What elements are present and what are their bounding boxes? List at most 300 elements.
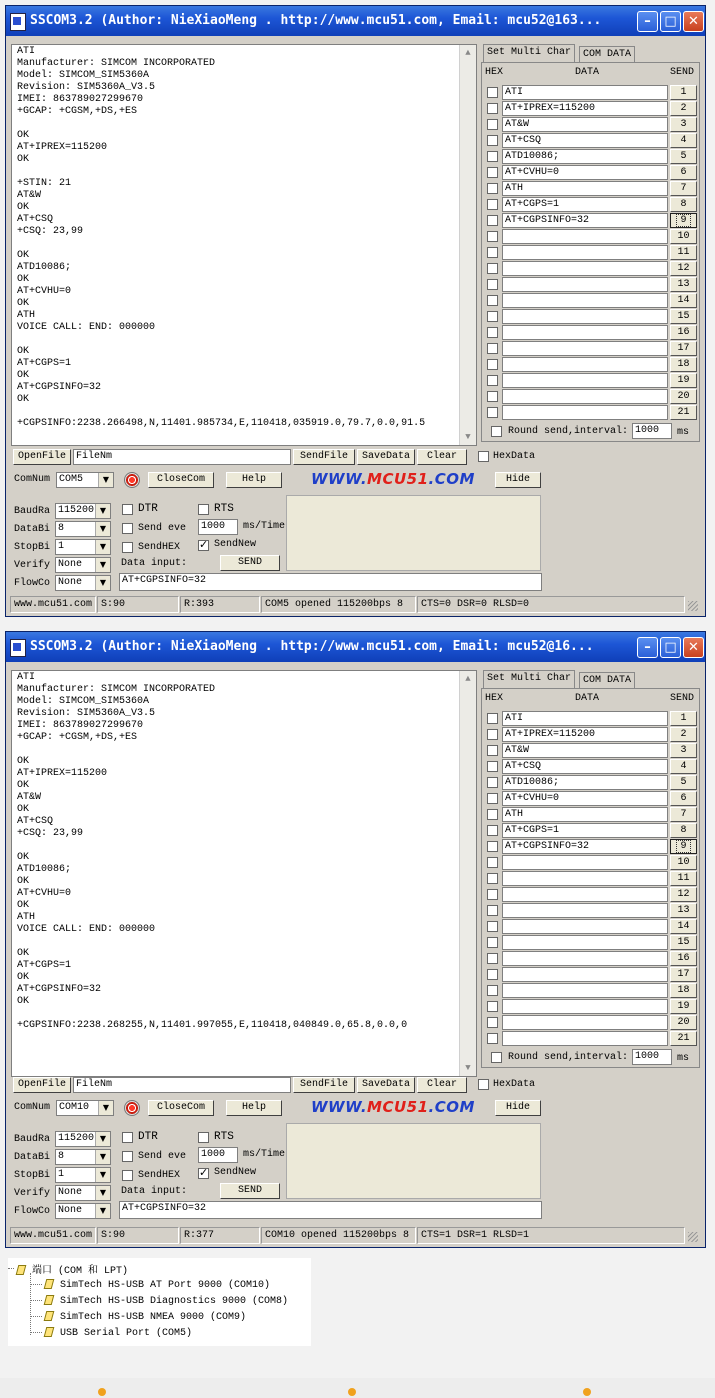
send-number-label: 6 [680, 793, 687, 804]
resize-grip-icon[interactable] [688, 1232, 698, 1242]
status-lines: CTS=1 DSR=1 RLSD=1 [417, 1227, 685, 1244]
send-number-button[interactable] [670, 951, 697, 966]
tree-root-label: 端口 (COM 和 LPT) [32, 1266, 129, 1277]
command-field[interactable] [502, 1015, 668, 1030]
rts-label: RTS [214, 503, 234, 515]
send-number-button[interactable] [670, 791, 697, 806]
multi-row [482, 999, 699, 1015]
hex-checkbox[interactable] [487, 1033, 498, 1044]
status-lines: CTS=0 DSR=0 RLSD=0 [417, 596, 685, 613]
verify-select[interactable] [55, 557, 111, 573]
usb-port-icon [44, 1293, 54, 1305]
help-button[interactable]: Help [226, 472, 282, 488]
chevron-down-icon[interactable]: ▼ [98, 1101, 113, 1115]
hex-checkbox[interactable] [487, 343, 498, 354]
send-interval-field[interactable]: 1000 [198, 519, 238, 535]
hex-checkbox[interactable] [487, 231, 498, 242]
hex-checkbox[interactable] [487, 985, 498, 996]
chevron-down-icon[interactable]: ▼ [95, 504, 110, 518]
send-number-button[interactable] [670, 341, 697, 356]
chevron-down-icon[interactable]: ▼ [95, 576, 110, 590]
chevron-down-icon[interactable]: ▼ [95, 1168, 110, 1182]
command-field[interactable] [502, 293, 668, 308]
send-number-button[interactable] [670, 935, 697, 950]
multi-row [482, 293, 699, 309]
resize-grip-icon[interactable] [688, 601, 698, 611]
close-com-button[interactable]: CloseCom [148, 472, 214, 488]
command-field[interactable] [502, 261, 668, 276]
hex-checkbox[interactable] [487, 87, 498, 98]
send-every-checkbox[interactable] [122, 523, 133, 534]
hex-checkbox[interactable] [487, 295, 498, 306]
port-status-led-icon[interactable] [124, 472, 140, 488]
status-bar [10, 1227, 700, 1244]
hex-checkbox[interactable] [487, 247, 498, 258]
send-new-label: SendNew [214, 1167, 257, 1178]
hex-checkbox[interactable] [487, 375, 498, 386]
save-data-button[interactable]: SaveData [357, 1077, 415, 1093]
send-number-button[interactable] [670, 261, 697, 276]
rts-checkbox[interactable] [198, 504, 209, 515]
send-number-label: 3 [680, 745, 687, 756]
hex-checkbox[interactable] [487, 215, 498, 226]
close-com-button[interactable]: CloseCom [148, 1100, 214, 1116]
command-field[interactable]: AT+CGPSINFO=32 [502, 213, 668, 228]
tree-connector [30, 1284, 42, 1285]
send-number-button[interactable] [670, 1015, 697, 1030]
multi-row [482, 711, 699, 727]
command-field[interactable] [502, 277, 668, 292]
carousel-dot-icon[interactable] [98, 1388, 106, 1396]
send-number-label: 8 [680, 199, 687, 210]
tree-device-item[interactable] [44, 1277, 270, 1291]
send-number-button[interactable] [670, 181, 697, 196]
stopbits-label: StopBi [14, 1170, 51, 1181]
tree-device-item[interactable] [44, 1293, 288, 1307]
send-number-label: 16 [677, 953, 690, 964]
command-field[interactable] [502, 983, 668, 998]
ms-time-label: ms/Time [243, 521, 286, 532]
hide-button[interactable]: Hide [495, 472, 541, 488]
receive-output[interactable] [11, 44, 477, 446]
send-number-button[interactable] [670, 197, 697, 212]
hex-checkbox[interactable] [487, 327, 498, 338]
flow-select[interactable] [55, 1203, 111, 1219]
command-field[interactable]: AT+CVHU=0 [502, 791, 668, 806]
command-field[interactable]: AT+CGPS=1 [502, 197, 668, 212]
tab-set-multi-char[interactable]: Set Multi Char [483, 44, 575, 62]
multi-row [482, 1031, 699, 1047]
hex-checkbox[interactable] [487, 761, 498, 772]
chevron-down-icon[interactable]: ▼ [98, 473, 113, 487]
data-input-field[interactable]: AT+CGPSINFO=32 [119, 573, 542, 591]
send-number-button[interactable] [670, 293, 697, 308]
send-every-label: Send eve [138, 1151, 187, 1162]
send-number-button[interactable] [670, 389, 697, 404]
flow-value: None [58, 1205, 83, 1216]
hex-checkbox[interactable] [487, 119, 498, 130]
round-send-label: Round send,interval: [508, 1052, 629, 1063]
dtr-checkbox[interactable] [122, 504, 133, 515]
send-number-button[interactable] [670, 1031, 697, 1046]
status-received-count: R:377 [180, 1227, 260, 1244]
open-file-button[interactable]: OpenFile [13, 449, 71, 465]
send-number-label: 3 [680, 119, 687, 130]
hex-checkbox[interactable] [487, 873, 498, 884]
help-button[interactable]: Help [226, 1100, 282, 1116]
send-hex-checkbox[interactable] [122, 542, 133, 553]
rts-checkbox[interactable] [198, 1132, 209, 1143]
send-every-checkbox[interactable] [122, 1151, 133, 1162]
title-bar[interactable] [6, 632, 705, 662]
send-file-button[interactable]: SendFile [293, 449, 355, 465]
send-number-button[interactable] [670, 373, 697, 388]
tree-device-item[interactable] [44, 1309, 246, 1323]
send-number-button[interactable] [670, 999, 697, 1014]
minimize-button[interactable]: – [637, 637, 658, 658]
command-field[interactable]: AT+CSQ [502, 759, 668, 774]
send-number-button[interactable] [670, 967, 697, 982]
hex-checkbox[interactable] [487, 135, 498, 146]
logo-part-www: WWW. [311, 1098, 368, 1116]
hex-checkbox[interactable] [487, 199, 498, 210]
multi-row [482, 775, 699, 791]
hex-checkbox[interactable] [487, 953, 498, 964]
scroll-up-icon[interactable]: ▲ [465, 674, 471, 684]
send-number-label: 11 [677, 247, 690, 258]
chevron-down-icon[interactable]: ▼ [95, 1150, 110, 1164]
logo-part-com: .COM [428, 1098, 475, 1116]
databits-select[interactable] [55, 521, 111, 537]
send-hex-checkbox[interactable] [122, 1170, 133, 1181]
send-file-button[interactable]: SendFile [293, 1077, 355, 1093]
multi-row [482, 213, 699, 229]
device-manager-tree [8, 1258, 311, 1346]
send-number-button[interactable] [670, 325, 697, 340]
command-field[interactable]: ATH [502, 181, 668, 196]
command-field[interactable]: ATI [502, 85, 668, 100]
send-number-button[interactable] [670, 213, 697, 228]
hex-checkbox[interactable] [487, 713, 498, 724]
hex-checkbox[interactable] [487, 889, 498, 900]
file-name-field[interactable]: FileNm [73, 1077, 291, 1093]
hex-checkbox[interactable] [487, 1017, 498, 1028]
send-number-button[interactable] [670, 165, 697, 180]
close-button[interactable]: ✕ [683, 637, 704, 658]
round-interval-field[interactable]: 1000 [632, 1049, 672, 1065]
multi-row [482, 181, 699, 197]
com-num-select[interactable] [56, 1100, 114, 1116]
multi-row [482, 261, 699, 277]
command-field[interactable]: AT+IPREX=115200 [502, 727, 668, 742]
send-extra-area [286, 1123, 541, 1199]
data-column-header: DATA [575, 67, 600, 78]
multi-row [482, 405, 699, 421]
send-number-button[interactable] [670, 983, 697, 998]
save-data-button[interactable]: SaveData [357, 449, 415, 465]
hex-checkbox[interactable] [487, 857, 498, 868]
tab-com-data[interactable]: COM DATA [579, 46, 635, 64]
send-number-button[interactable] [670, 229, 697, 244]
mcu51-logo[interactable] [311, 470, 475, 488]
hex-checkbox[interactable] [487, 921, 498, 932]
tree-connector [30, 1316, 42, 1317]
command-field[interactable]: ATD10086; [502, 149, 668, 164]
send-number-label: 9 [677, 841, 689, 852]
hex-data-label: HexData [493, 1079, 536, 1090]
command-field[interactable] [502, 389, 668, 404]
window-title: SSCOM3.2 (Author: NieXiaoMeng . http://www.mcu51.com, Email: mcu52@163... [30, 13, 602, 28]
send-number-button[interactable] [670, 245, 697, 260]
send-number-button[interactable] [670, 277, 697, 292]
send-button[interactable]: SEND [220, 1183, 280, 1199]
send-number-button[interactable] [670, 919, 697, 934]
send-number-button[interactable] [670, 839, 697, 854]
hex-checkbox[interactable] [487, 937, 498, 948]
command-field[interactable]: AT+CGPS=1 [502, 823, 668, 838]
tab-set-multi-char[interactable]: Set Multi Char [483, 670, 575, 688]
scroll-up-icon[interactable]: ▲ [465, 48, 471, 58]
send-number-button[interactable] [670, 823, 697, 838]
tab-com-data[interactable]: COM DATA [579, 672, 635, 690]
chevron-down-icon[interactable]: ▼ [95, 1204, 110, 1218]
dtr-checkbox[interactable] [122, 1132, 133, 1143]
command-field[interactable] [502, 405, 668, 420]
send-number-button[interactable] [670, 807, 697, 822]
chevron-down-icon[interactable]: ▼ [95, 522, 110, 536]
close-button[interactable]: ✕ [683, 11, 704, 32]
databits-value: 8 [58, 523, 65, 534]
hex-checkbox[interactable] [487, 263, 498, 274]
command-field[interactable] [502, 855, 668, 870]
round-send-checkbox[interactable] [491, 1052, 502, 1063]
hex-data-checkbox[interactable] [478, 1079, 489, 1090]
status-port: COM5 opened 115200bps 8 [261, 596, 416, 613]
hex-checkbox[interactable] [487, 793, 498, 804]
hex-checkbox[interactable] [487, 279, 498, 290]
databits-value: 8 [58, 1151, 65, 1162]
multi-row [482, 919, 699, 935]
command-field[interactable] [502, 309, 668, 324]
multi-char-panel [481, 688, 700, 1068]
hex-checkbox[interactable] [487, 745, 498, 756]
send-number-button[interactable] [670, 309, 697, 324]
stopbits-select[interactable] [55, 539, 111, 555]
command-field[interactable] [502, 951, 668, 966]
status-sent-count: S:90 [97, 596, 179, 613]
command-field[interactable] [502, 373, 668, 388]
chevron-down-icon[interactable]: ▼ [95, 1132, 110, 1146]
send-button[interactable]: SEND [220, 555, 280, 571]
multi-row [482, 983, 699, 999]
command-field[interactable] [502, 325, 668, 340]
baud-label: BaudRa [14, 506, 51, 517]
app-icon [10, 639, 26, 657]
send-number-button[interactable] [670, 855, 697, 870]
command-field[interactable]: ATI [502, 711, 668, 726]
multi-row [482, 85, 699, 101]
logo-part-com: .COM [428, 470, 475, 488]
send-interval-field[interactable]: 1000 [198, 1147, 238, 1163]
command-field[interactable] [502, 1031, 668, 1046]
data-input-field[interactable]: AT+CGPSINFO=32 [119, 1201, 542, 1219]
stopbits-label: StopBi [14, 542, 51, 553]
send-number-label: 7 [680, 183, 687, 194]
multi-row [482, 823, 699, 839]
open-file-button[interactable]: OpenFile [13, 1077, 71, 1093]
hex-checkbox[interactable] [487, 729, 498, 740]
output-scrollbar[interactable] [459, 45, 476, 445]
tree-device-item[interactable] [44, 1325, 192, 1339]
command-field[interactable] [502, 903, 668, 918]
send-number-button[interactable] [670, 149, 697, 164]
file-name-field[interactable]: FileNm [73, 449, 291, 465]
command-field[interactable] [502, 341, 668, 356]
command-field[interactable]: AT+CGPSINFO=32 [502, 839, 668, 854]
hide-button[interactable]: Hide [495, 1100, 541, 1116]
mcu51-logo[interactable] [311, 1098, 475, 1116]
send-new-label: SendNew [214, 539, 257, 550]
send-number-button[interactable] [670, 133, 697, 148]
send-hex-label: SendHEX [138, 542, 181, 553]
title-bar[interactable] [6, 6, 705, 36]
round-send-row [482, 1049, 699, 1067]
hex-checkbox[interactable] [487, 905, 498, 916]
command-field[interactable] [502, 919, 668, 934]
command-field[interactable]: AT&W [502, 117, 668, 132]
hex-checkbox[interactable] [487, 151, 498, 162]
baud-select[interactable] [55, 1131, 111, 1147]
device-label: SimTech HS-USB NMEA 9000 (COM9) [60, 1312, 247, 1323]
maximize-button[interactable]: □ [660, 11, 681, 32]
command-field[interactable]: AT&W [502, 743, 668, 758]
hex-checkbox[interactable] [487, 969, 498, 980]
carousel-dot-icon[interactable] [348, 1388, 356, 1396]
hex-checkbox[interactable] [487, 407, 498, 418]
command-field[interactable]: AT+IPREX=115200 [502, 101, 668, 116]
baud-select[interactable] [55, 503, 111, 519]
hex-checkbox[interactable] [487, 103, 498, 114]
clear-button[interactable]: Clear [417, 1077, 467, 1093]
send-number-button[interactable] [670, 871, 697, 886]
send-new-checkbox[interactable] [198, 540, 209, 551]
tree-root[interactable] [16, 1261, 128, 1277]
send-number-label: 17 [677, 969, 690, 980]
rts-label: RTS [214, 1131, 234, 1143]
send-number-button[interactable] [670, 775, 697, 790]
com-num-select[interactable] [56, 472, 114, 488]
minimize-button[interactable]: – [637, 11, 658, 32]
send-number-button[interactable] [670, 743, 697, 758]
databits-label: DataBi [14, 524, 51, 535]
send-number-label: 14 [677, 921, 690, 932]
hex-checkbox[interactable] [487, 1001, 498, 1012]
command-field[interactable]: AT+CSQ [502, 133, 668, 148]
flow-select[interactable] [55, 575, 111, 591]
command-field[interactable] [502, 245, 668, 260]
send-number-label: 21 [677, 1033, 690, 1044]
command-field[interactable] [502, 967, 668, 982]
send-number-label: 16 [677, 327, 690, 338]
scroll-down-icon[interactable]: ▼ [465, 432, 471, 442]
hex-checkbox[interactable] [487, 809, 498, 820]
send-number-button[interactable] [670, 405, 697, 420]
hex-checkbox[interactable] [487, 825, 498, 836]
send-number-button[interactable] [670, 711, 697, 726]
command-field[interactable] [502, 871, 668, 886]
send-number-button[interactable] [670, 887, 697, 902]
command-field[interactable] [502, 357, 668, 372]
clear-button[interactable]: Clear [417, 449, 467, 465]
command-field[interactable] [502, 887, 668, 902]
send-number-button[interactable] [670, 117, 697, 132]
round-send-checkbox[interactable] [491, 426, 502, 437]
send-number-label: 20 [677, 1017, 690, 1028]
usb-port-icon [44, 1309, 54, 1321]
multi-row [482, 133, 699, 149]
sscom-window [5, 631, 706, 1248]
multi-row [482, 791, 699, 807]
hex-checkbox[interactable] [487, 183, 498, 194]
send-number-button[interactable] [670, 903, 697, 918]
command-field[interactable]: ATH [502, 807, 668, 822]
carousel-dot-icon[interactable] [583, 1388, 591, 1396]
send-number-button[interactable] [670, 357, 697, 372]
multi-row [482, 727, 699, 743]
stopbits-value: 1 [58, 1169, 65, 1180]
chevron-down-icon[interactable]: ▼ [95, 540, 110, 554]
status-bar [10, 596, 700, 613]
hex-checkbox[interactable] [487, 359, 498, 370]
status-site: www.mcu51.com [10, 596, 96, 613]
hex-checkbox[interactable] [487, 841, 498, 852]
hex-checkbox[interactable] [487, 391, 498, 402]
maximize-button[interactable]: □ [660, 637, 681, 658]
verify-select[interactable] [55, 1185, 111, 1201]
chevron-down-icon[interactable]: ▼ [95, 558, 110, 572]
scroll-down-icon[interactable]: ▼ [465, 1063, 471, 1073]
receive-output[interactable] [11, 670, 477, 1077]
command-field[interactable] [502, 229, 668, 244]
round-interval-field[interactable]: 1000 [632, 423, 672, 439]
databits-select[interactable] [55, 1149, 111, 1165]
hex-checkbox[interactable] [487, 167, 498, 178]
verify-value: None [58, 1187, 83, 1198]
status-sent-count: S:90 [97, 1227, 179, 1244]
port-status-led-icon[interactable] [124, 1100, 140, 1116]
app-icon [10, 13, 26, 31]
send-number-button[interactable] [670, 727, 697, 742]
chevron-down-icon[interactable]: ▼ [95, 1186, 110, 1200]
command-field[interactable] [502, 935, 668, 950]
hex-checkbox[interactable] [487, 777, 498, 788]
command-field[interactable]: AT+CVHU=0 [502, 165, 668, 180]
multi-row [482, 1015, 699, 1031]
logo-part-mcu51: MCU51 [367, 1098, 429, 1116]
command-field[interactable]: ATD10086; [502, 775, 668, 790]
send-number-button[interactable] [670, 759, 697, 774]
command-field[interactable] [502, 999, 668, 1014]
output-scrollbar[interactable] [459, 671, 476, 1076]
hex-checkbox[interactable] [487, 311, 498, 322]
send-number-button[interactable] [670, 85, 697, 100]
send-number-button[interactable] [670, 101, 697, 116]
send-number-label: 21 [677, 407, 690, 418]
hex-data-checkbox[interactable] [478, 451, 489, 462]
send-new-checkbox[interactable] [198, 1168, 209, 1179]
stopbits-select[interactable] [55, 1167, 111, 1183]
send-extra-area [286, 495, 541, 571]
